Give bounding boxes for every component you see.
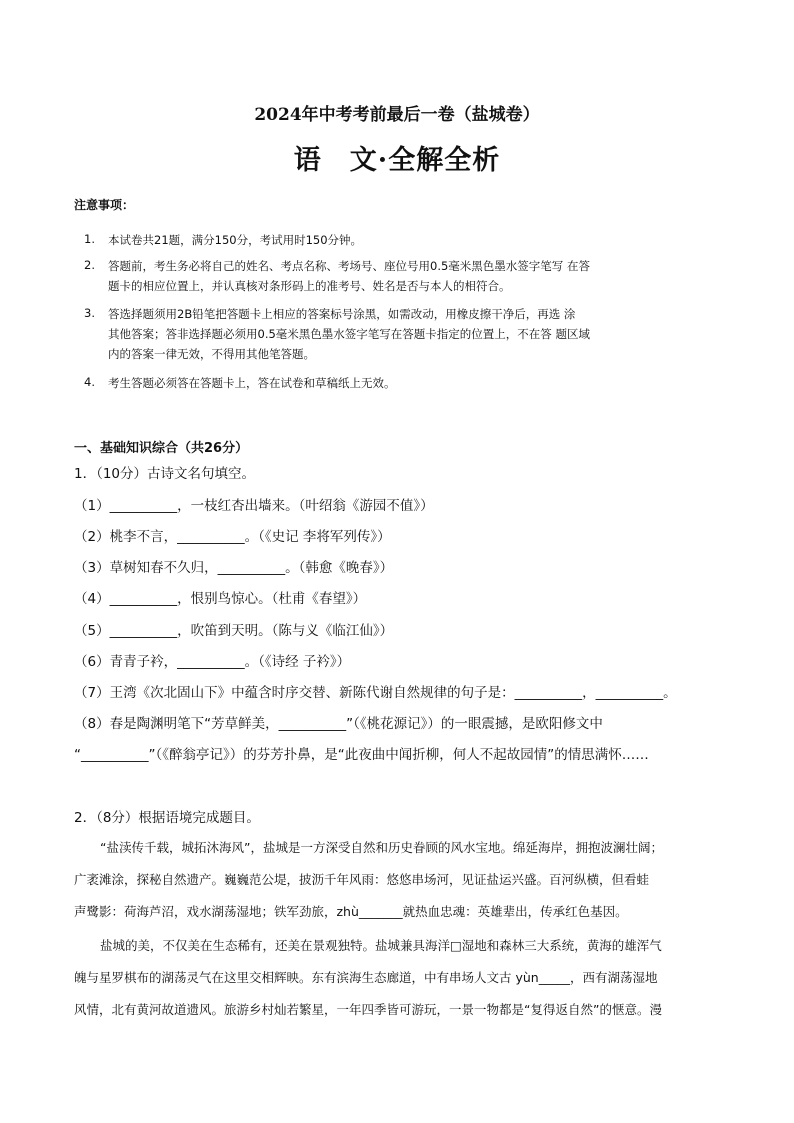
notice-item-line: 考生答题必须答在答题卡上，答在试卷和草稿纸上无效。 <box>108 376 396 390</box>
notice-item-line: 答题前，考生务必将自己的姓名、考点名称、考场号、座位号用0.5毫米黑色墨水签字笔写 在答 <box>108 259 590 273</box>
notice-heading: 注意事项： <box>74 198 135 212</box>
notice-item-number: 1. <box>84 232 95 246</box>
question-item: （2）桃李不言，__________。（《史记 李将军列传》） <box>74 529 391 545</box>
question-item: （3）草树知春不久归，__________。（韩愈《晚春》） <box>74 560 394 576</box>
notice-item-line: 本试卷共21题，满分150分，考试用时150分钟。 <box>108 233 363 247</box>
question-stem: 2．（8分）根据语境完成题目。 <box>74 810 260 826</box>
question-item: （8）春是陶渊明笔下“芳草鲜美，__________”（《桃花源记》）的一眼震撼，是欧阳修文中 <box>74 716 603 732</box>
notice-item-number: 3. <box>84 306 95 320</box>
passage-line: 盐城的美，不仅美在生态稀有，还美在景观独特。盐城兼具海洋□湿地和森林三大系统，黄海的雄浑气 <box>100 938 662 953</box>
notice-item-number: 4. <box>84 375 95 389</box>
exam-title: 2024年中考考前最后一卷（盐城卷） <box>254 105 540 125</box>
notice-item-line: 内的答案一律无效，不得用其他笔答题。 <box>108 347 315 361</box>
question-stem: 1．（10分）古诗文名句填空。 <box>74 466 256 482</box>
passage-line: 风情，北有黄河故道遗风。旅游乡村灿若繁星，一年四季皆可游玩，一景一物都是“复得返自然”的惬意。漫 <box>74 1002 662 1017</box>
question-item: （4）__________，恨别鸟惊心。（杜甫《春望》） <box>74 591 367 607</box>
notice-item-line: 其他答案；答非选择题必须用0.5毫米黑色墨水签字笔写在答题卡指定的位置上，不在答 题区域 <box>108 327 590 341</box>
passage-line: 声鹭影：荷海芦沼，戏水湖荡湿地；铁军劲旅，zhù_______就热血忠魂：英雄辈出，传承红色基因。 <box>74 904 628 919</box>
notice-item-number: 2. <box>84 258 95 272</box>
passage-line: 广袤滩涂，探秘自然遗产。巍巍范公堤，披沥千年风雨：悠悠串场河，见证盐运兴盛。百河纵横，但看蛙 <box>74 872 650 887</box>
passage-line: 魄与星罗棋布的湖荡灵气在这里交相辉映。东有滨海生态廊道，中有串场人文古 yùn_____，西有湖荡湿地 <box>74 970 658 985</box>
question-item: “__________”（《醉翁亭记》）的芬芳扑鼻，是“此夜曲中闻折柳，何人不起故园情”的情思满怀…… <box>74 747 649 763</box>
passage-line: “盐渎传千载，城拓沐海风”，盐城是一方深受自然和历史眷顾的风水宝地。绵延海岸，拥抱波澜壮阔； <box>100 840 663 855</box>
notice-item-line: 题卡的相应位置上，并认真核对条形码上的准考号、姓名是否与本人的相符合。 <box>108 279 511 293</box>
notice-item-line: 答选择题须用2B铅笔把答题卡上相应的答案标号涂黑，如需改动，用橡皮擦干净后，再选 涂 <box>108 307 576 321</box>
exam-subtitle: 语 文·全解全析 <box>293 145 501 176</box>
question-item: （5）__________，吹笛到天明。（陈与义《临江仙》） <box>74 623 394 639</box>
section-heading: 一、基础知识综合（共26分） <box>74 441 249 456</box>
question-item: （1）__________，一枝红杏出墙来。（叶绍翁《游园不值》） <box>74 498 434 514</box>
question-item: （7）王湾《次北固山下》中蕴含时序交替、新陈代谢自然规律的句子是：__________，__________。 <box>74 685 677 701</box>
question-item: （6）青青子衿，__________。（《诗经 子衿》） <box>74 654 351 670</box>
